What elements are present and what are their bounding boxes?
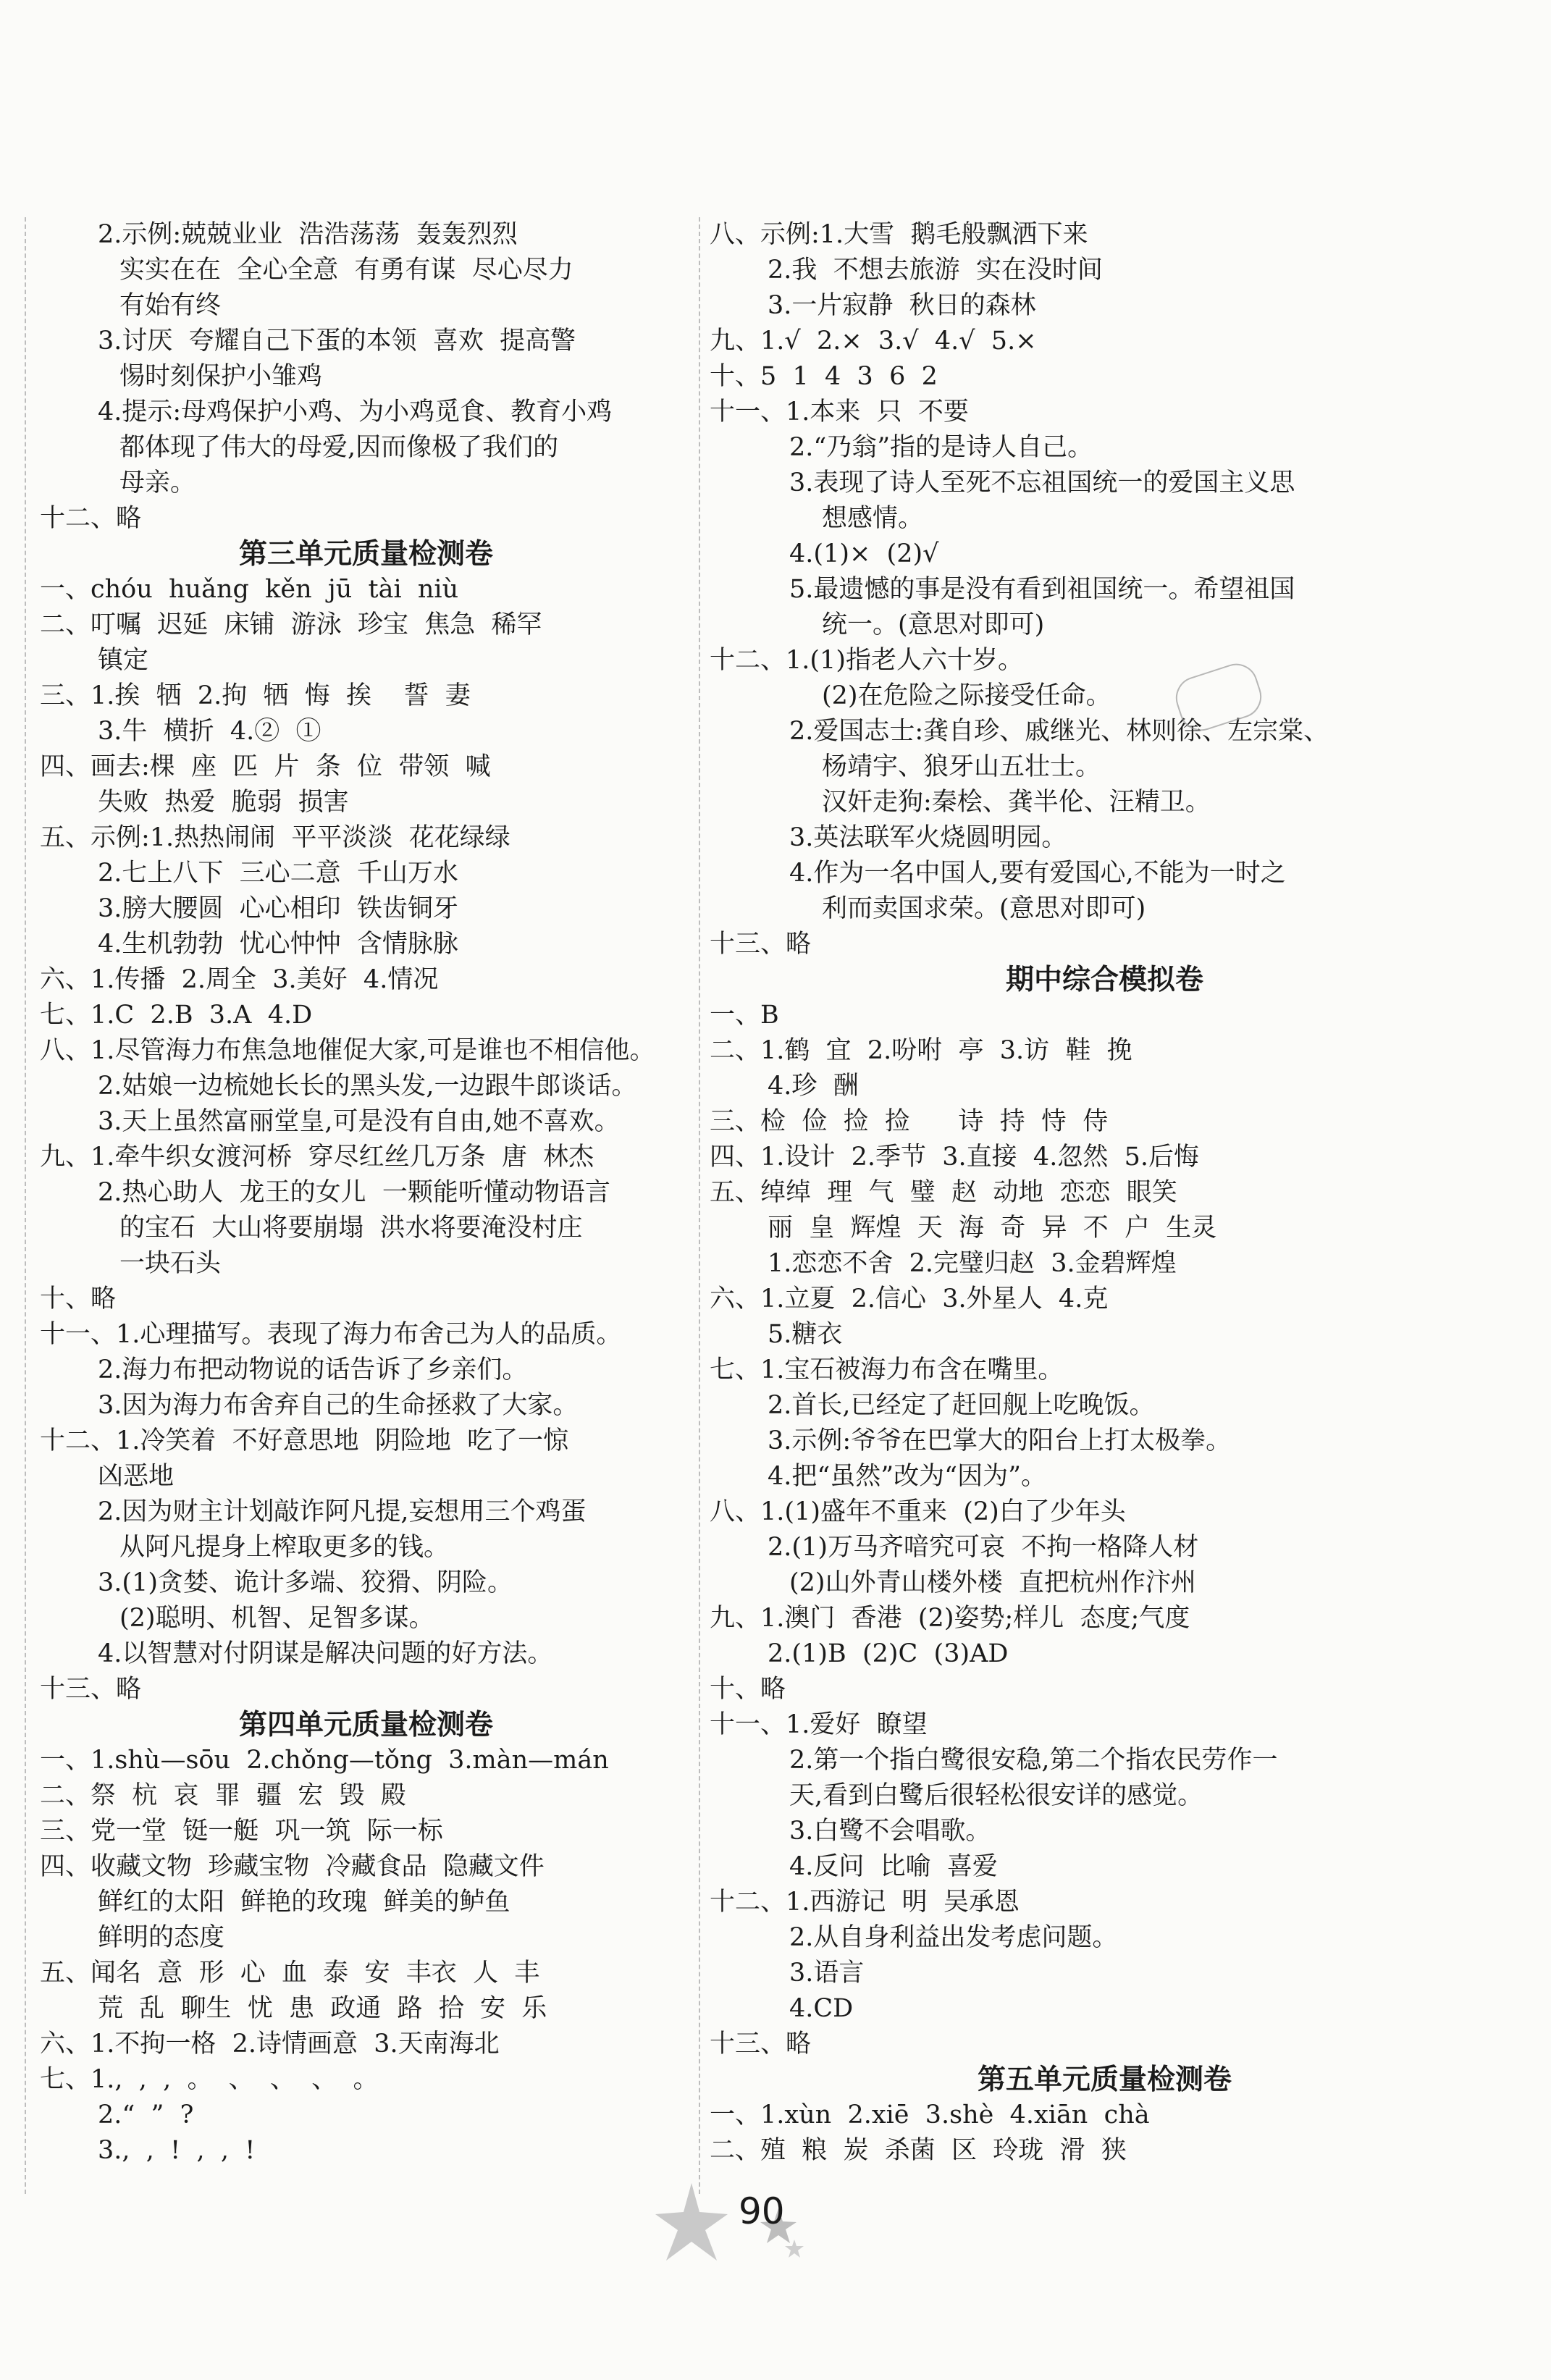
answer-line: 一、chóu huǎng kěn jū tài niù [40,575,459,604]
answer-line: 5.糖衣 [768,1320,843,1349]
answer-line: 八、1.尽管海力布焦急地催促大家,可是谁也不相信他。 [40,1036,655,1065]
answer-line: 七、1.宝石被海力布含在嘴里。 [710,1355,1064,1384]
answer-line: 十三、略 [710,930,812,959]
answer-line: 4.反问 比喻 喜爱 [789,1852,998,1881]
answer-line: 一、1.xùn 2.xiē 3.shè 4.xiān chà [710,2101,1150,2129]
answer-line: 3.讨厌 夸耀自己下蛋的本领 喜欢 提高警 [98,327,576,356]
answer-line: 3., , ! , , ! [98,2136,256,2165]
answer-line: 三、1.挨 牺 2.拘 牺 悔 挨 誓 妻 [40,681,471,710]
answer-line: 九、1.澳门 香港 (2)姿势;样儿 态度;气度 [710,1604,1190,1633]
answer-line: 4.生机勃勃 忧心忡忡 含情脉脉 [98,930,458,959]
answer-line: 十一、1.本来 只 不要 [710,398,969,426]
section-heading: 第四单元质量检测卷 [239,1709,494,1741]
answer-line: 十三、略 [710,2030,812,2059]
answer-line: 一块石头 [119,1249,222,1278]
answer-line: 十二、1.西游记 明 吴承恩 [710,1888,1020,1917]
answer-line: 母亲。 [119,468,196,497]
answer-line: 二、叮嘱 迟延 床铺 游泳 珍宝 焦急 稀罕 [40,610,542,639]
answer-line: 十、略 [40,1284,117,1313]
page-number: 90 [739,2190,785,2232]
answer-line: 失败 热爱 脆弱 损害 [98,788,349,817]
answer-line: 2.爱国志士:龚自珍、戚继光、林则徐、左宗棠、 [789,717,1329,746]
section-heading: 第三单元质量检测卷 [239,538,494,571]
answer-line: 二、祭 杭 哀 罪 疆 宏 毁 殿 [40,1781,406,1810]
answer-line: 三、党一堂 铤一艇 巩一筑 际一标 [40,1817,443,1846]
answer-line: 汉奸走狗:秦桧、龚半伦、汪精卫。 [822,788,1211,817]
answer-line: 七、1., , , 。 、 、 、 。 [40,2065,379,2094]
answer-line: 六、1.立夏 2.信心 3.外星人 4.克 [710,1284,1109,1313]
answer-line: (2)在危险之际接受任命。 [822,681,1111,710]
answer-line: 3.(1)贪婪、诡计多端、狡猾、阴险。 [98,1568,513,1597]
answer-line: 2.我 不想去旅游 实在没时间 [768,256,1103,285]
star-icon [785,2240,804,2258]
answer-line: (2)山外青山楼外楼 直把杭州作汴州 [789,1568,1196,1597]
answer-line: 惕时刻保护小雏鸡 [119,362,323,391]
answer-line: 2.首长,已经定了赶回舰上吃晚饭。 [768,1391,1155,1420]
answer-line: 2.(1)B (2)C (3)AD [768,1639,1009,1668]
answer-line: 四、收藏文物 珍藏宝物 冷藏食品 隐藏文件 [40,1852,545,1881]
answer-line: 杨靖宇、狼牙山五壮士。 [822,752,1101,781]
answer-line: 都体现了伟大的母爱,因而像极了我们的 [119,433,559,462]
answer-line: 一、1.shù—sōu 2.chǒng—tǒng 3.màn—mán [40,1746,609,1775]
answer-line: 五、闻名 意 形 心 血 泰 安 丰衣 人 丰 [40,1959,540,1988]
answer-line: 2.海力布把动物说的话告诉了乡亲们。 [98,1355,528,1384]
answer-line: 二、殖 粮 炭 杀菌 区 玲珑 滑 狭 [710,2136,1127,2165]
answer-line: 2.“ ” ? [98,2101,194,2129]
answer-line: 荒 乱 聊生 忧 患 政通 路 拾 安 乐 [98,1994,547,2023]
answer-line: 3.牛 横折 4.② ① [98,717,321,746]
answer-line: 的宝石 大山将要崩塌 洪水将要淹没村庄 [119,1214,583,1242]
answer-line: 十三、略 [40,1675,142,1704]
answer-line: 丽 皇 辉煌 天 海 奇 异 不 户 生灵 [768,1214,1217,1242]
answer-line: 三、检 俭 捡 捡 诗 持 恃 侍 [710,1107,1109,1136]
answer-line: 七、1.C 2.B 3.A 4.D [40,1001,313,1030]
answer-line: 十二、1.(1)指老人六十岁。 [710,646,1023,675]
answer-line: 3.表现了诗人至死不忘祖国统一的爱国主义思 [789,468,1295,497]
answer-line: 4.(1)× (2)√ [789,539,939,568]
answer-line: 想感情。 [822,504,924,533]
answer-line: 八、1.(1)盛年不重来 (2)白了少年头 [710,1497,1126,1526]
answer-line: 六、1.不拘一格 2.诗情画意 3.天南海北 [40,2030,500,2059]
column-divider [699,217,700,2194]
answer-line: 四、1.设计 2.季节 3.直接 4.忽然 5.后悔 [710,1143,1199,1172]
answer-line: 五、绰绰 理 气 璧 赵 动地 恋恋 眼笑 [710,1178,1177,1207]
answer-line: 天,看到白鹭后很轻松很安详的感觉。 [789,1781,1203,1810]
answer-line: 3.天上虽然富丽堂皇,可是没有自由,她不喜欢。 [98,1107,620,1136]
answer-line: 2.第一个指白鹭很安稳,第二个指农民劳作一 [789,1746,1278,1775]
answer-line: 九、1.√ 2.× 3.√ 4.√ 5.× [710,327,1037,356]
answer-line: 四、画去:棵 座 匹 片 条 位 带领 喊 [40,752,491,781]
answer-line: 利而卖国求荣。(意思对即可) [822,894,1146,923]
answer-line: 3.一片寂静 秋日的森林 [768,291,1036,320]
answer-line: 一、B [710,1001,779,1030]
answer-line: 十、略 [710,1675,786,1704]
star-icon [655,2183,728,2261]
answer-line: 4.作为一名中国人,要有爱国心,不能为一时之 [789,859,1286,888]
answer-line: 镇定 [98,646,149,675]
answer-line: 八、示例:1.大雪 鹅毛般飘洒下来 [710,220,1088,249]
answer-line: 统一。(意思对即可) [822,610,1045,639]
answer-line: 鲜明的态度 [98,1923,225,1952]
answer-line: 鲜红的太阳 鲜艳的玫瑰 鲜美的鲈鱼 [98,1888,510,1917]
answer-line: 4.把“虽然”改为“因为”。 [768,1462,1046,1491]
answer-line: 2.(1)万马齐喑究可哀 不拘一格降人材 [768,1533,1199,1562]
answer-line: 3.示例:爷爷在巴掌大的阳台上打太极拳。 [768,1426,1232,1455]
answer-line: 3.因为海力布舍弃自己的生命拯救了大家。 [98,1391,579,1420]
answer-line: 2.从自身利益出发考虑问题。 [789,1923,1118,1952]
answer-line: 4.以智慧对付阴谋是解决问题的好方法。 [98,1639,553,1668]
answer-line: 十一、1.心理描写。表现了海力布舍己为人的品质。 [40,1320,622,1349]
answer-line: 六、1.传播 2.周全 3.美好 4.情况 [40,965,439,994]
answer-line: 2.热心助人 龙王的女儿 一颗能听懂动物语言 [98,1178,610,1207]
answer-line: 2.“乃翁”指的是诗人自己。 [789,433,1093,462]
answer-line: 2.七上八下 三心二意 千山万水 [98,859,458,888]
answer-line: 3.英法联军火烧圆明园。 [789,823,1067,852]
answer-line: 2.因为财主计划敲诈阿凡提,妄想用三个鸡蛋 [98,1497,587,1526]
answer-line: 凶恶地 [98,1462,175,1491]
answer-line: 实实在在 全心全意 有勇有谋 尽心尽力 [119,256,573,285]
answer-line: 十、5 1 4 3 6 2 [710,362,938,391]
section-heading: 第五单元质量检测卷 [978,2064,1232,2096]
answer-line: 2.示例:兢兢业业 浩浩荡荡 轰轰烈烈 [98,220,518,249]
answer-line: 十二、1.冷笑着 不好意思地 阴险地 吃了一惊 [40,1426,569,1455]
answer-line: 九、1.牵牛织女渡河桥 穿尽红丝几万条 唐 林杰 [40,1143,594,1172]
answer-line: 2.姑娘一边梳她长长的黑头发,一边跟牛郎谈话。 [98,1072,637,1101]
answer-line: 3.语言 [789,1959,865,1988]
answer-line: 5.最遗憾的事是没有看到祖国统一。希望祖国 [789,575,1295,604]
answer-line: 从阿凡提身上榨取更多的钱。 [119,1533,450,1562]
section-heading: 期中综合模拟卷 [1006,964,1204,996]
answer-line: 十一、1.爱好 瞭望 [710,1710,928,1739]
answer-line: 二、1.鹤 宜 2.吩咐 亭 3.访 鞋 挽 [710,1036,1132,1065]
answer-line: 1.恋恋不舍 2.完璧归赵 3.金碧辉煌 [768,1249,1177,1278]
answer-line: (2)聪明、机智、足智多谋。 [119,1604,434,1633]
answer-line: 4.珍 酬 [768,1072,859,1101]
answer-line: 4.提示:母鸡保护小鸡、为小鸡觅食、教育小鸡 [98,398,613,426]
left-margin-rule [25,217,26,2194]
answer-line: 有始有终 [119,291,222,320]
answer-line: 3.膀大腰圆 心心相印 铁齿铜牙 [98,894,458,923]
answer-line: 五、示例:1.热热闹闹 平平淡淡 花花绿绿 [40,823,510,852]
answer-line: 3.白鹭不会唱歌。 [789,1817,991,1846]
answer-line: 十二、略 [40,504,142,533]
answer-line: 4.CD [789,1994,854,2023]
